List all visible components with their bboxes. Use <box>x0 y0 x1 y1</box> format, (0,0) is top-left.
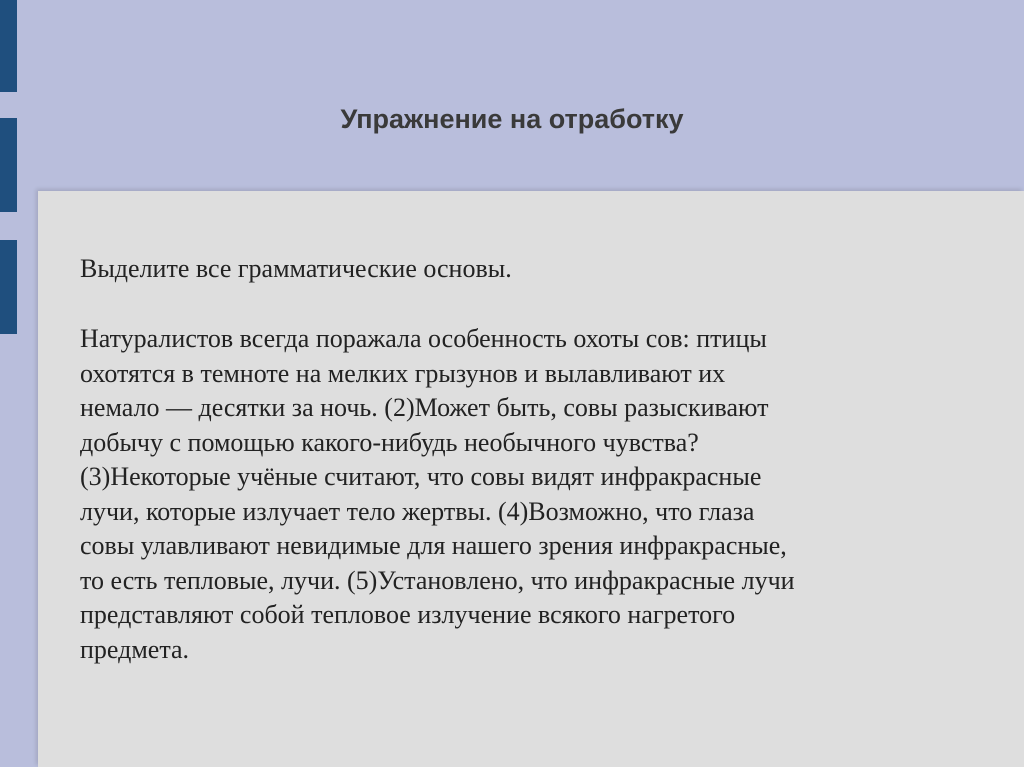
exercise-instruction: Выделите все грамматические основы. <box>80 254 512 283</box>
text-line: немало — десятки за ночь. (2)Может быть, совы разыскивают <box>80 393 769 422</box>
accent-bar-top <box>0 0 17 92</box>
text-line: охотятся в темноте на мелких грызунов и вылавливают их <box>80 358 726 388</box>
text-line: совы улавливают невидимые для нашего зрения инфракрасные, <box>80 531 787 560</box>
slide-title: Упражнение на отработку <box>340 104 684 134</box>
text-line: (3)Некоторые учёные считают, что совы видят инфракрасные <box>80 462 762 491</box>
exercise-text <box>80 322 795 667</box>
text-line: предмета. <box>80 634 190 664</box>
accent-bar-bottom <box>0 240 17 334</box>
text-line: Натуралистов всегда поражала особенность охоты сов: птицы <box>80 324 767 353</box>
text-line: добычу с помощью какого-нибудь необычного чувства? <box>80 427 699 457</box>
text-line: то есть тепловые, лучи. (5)Установлено, что инфракрасные лучи <box>80 565 795 595</box>
text-line: лучи, которые излучает тело жертвы. (4)Возможно, что глаза <box>80 496 755 526</box>
text-line: представляют собой тепловое излучение всякого нагретого <box>80 600 736 629</box>
